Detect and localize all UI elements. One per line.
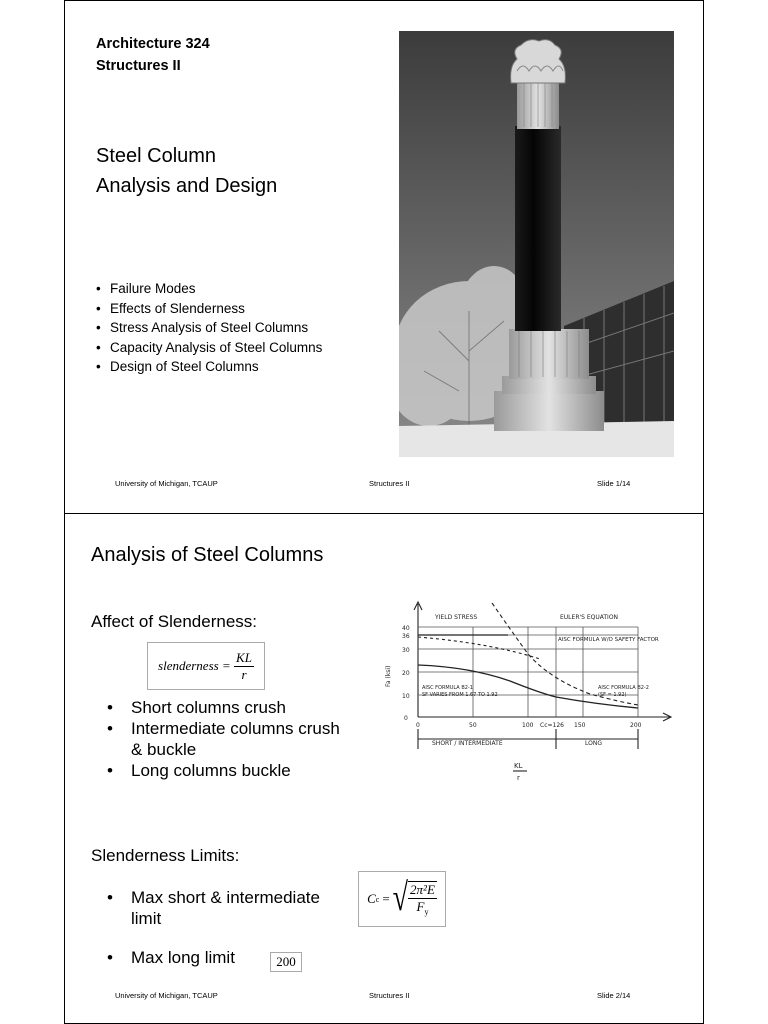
- aisc-b2-2-note: (SF = 1.92): [598, 692, 627, 698]
- cc-fraction: [408, 881, 437, 917]
- footer-institution: University of Michigan, TCAUP: [115, 991, 218, 1000]
- y-tick: 40: [402, 625, 410, 632]
- section-heading-limits: Slenderness Limits:: [91, 846, 240, 865]
- slide-1: [64, 0, 704, 514]
- equation-numerator: KL: [236, 649, 252, 665]
- x-tick: 0: [416, 722, 420, 729]
- equation-denominator: r: [241, 666, 247, 682]
- x-tick: Cc=126: [540, 722, 564, 729]
- x-tick: 100: [522, 722, 534, 729]
- section-heading-slenderness: Affect of Slenderness:: [91, 612, 258, 631]
- list-item: • Effects of Slenderness: [96, 299, 322, 319]
- list-item: • Long columns buckle: [105, 760, 355, 781]
- footer-slide-number: Slide 2/14: [597, 991, 631, 1000]
- x-tick: 50: [469, 722, 477, 729]
- sqrt-sign: √: [392, 876, 409, 920]
- cc-lhs-subscript: c: [375, 894, 380, 904]
- aisc-b2-1-label: AISC FORMULA B2-1: [422, 685, 473, 691]
- topic-list: [96, 279, 322, 377]
- slenderness-equation: [147, 642, 265, 690]
- footer-course: Structures II: [369, 479, 410, 488]
- equals-sign: =: [382, 891, 390, 906]
- cc-denominator-subscript: y: [424, 907, 429, 917]
- list-item: • Stress Analysis of Steel Columns: [96, 318, 322, 338]
- equation-lhs: slenderness: [158, 658, 219, 673]
- equals-sign: =: [222, 658, 231, 673]
- course-name: Structures II: [96, 58, 181, 74]
- equation-fraction: [234, 650, 254, 683]
- footer-course: Structures II: [369, 991, 410, 1000]
- x-axis-numerator: KL: [514, 762, 523, 770]
- aisc-no-sf-label: AISC FORMULA W/O SAFETY FACTOR: [558, 637, 659, 643]
- y-tick: 0: [404, 715, 408, 722]
- aisc-b2-1-note: SF VARIES FROM 1.67 TO 1.92: [422, 692, 498, 698]
- aisc-b2-2-label: AISC FORMULA B2-2: [598, 685, 649, 691]
- list-item: • Max short & intermediate limit: [105, 887, 335, 929]
- list-item: • Short columns crush: [105, 697, 355, 718]
- list-item: • Max long limit: [105, 947, 335, 968]
- title-line-1: Steel Column: [96, 145, 217, 167]
- y-tick: 10: [402, 693, 410, 700]
- y-tick: 30: [402, 647, 410, 654]
- x-tick: 150: [574, 722, 586, 729]
- cc-equation: [358, 871, 446, 927]
- cc-denominator-main: F: [416, 899, 425, 915]
- cc-lhs: C: [367, 891, 376, 906]
- course-number: Architecture 324: [96, 36, 210, 52]
- footer-institution: University of Michigan, TCAUP: [115, 479, 218, 488]
- y-tick: 20: [402, 670, 410, 677]
- cc-numerator: 2π²E: [410, 882, 435, 898]
- long-limit-value: 200: [270, 952, 302, 972]
- slenderness-bullets: [105, 697, 355, 781]
- list-item: • Failure Modes: [96, 279, 322, 299]
- title-line-2: Analysis and Design: [96, 175, 278, 197]
- long-label: LONG: [585, 740, 602, 747]
- slide-2: [64, 513, 704, 1024]
- y-axis-label: Fa (ksi): [385, 665, 392, 687]
- short-intermediate-label: SHORT / INTERMEDIATE: [432, 740, 503, 747]
- euler-label: EULER'S EQUATION: [560, 614, 619, 621]
- slide-title: [96, 141, 277, 201]
- list-item: • Design of Steel Columns: [96, 357, 322, 377]
- list-item: • Intermediate columns crush & buckle: [105, 718, 355, 760]
- list-item: • Capacity Analysis of Steel Columns: [96, 338, 322, 358]
- slide-title: Analysis of Steel Columns: [91, 544, 324, 566]
- column-photo: [399, 31, 674, 457]
- y-tick: 36: [402, 633, 410, 640]
- column-strength-sketch: [380, 599, 680, 784]
- x-tick: 200: [630, 722, 642, 729]
- footer-slide-number: Slide 1/14: [597, 479, 631, 488]
- x-axis-denominator: r: [517, 774, 520, 782]
- cc-denominator: [417, 899, 429, 917]
- yield-stress-label: YIELD STRESS: [435, 614, 478, 621]
